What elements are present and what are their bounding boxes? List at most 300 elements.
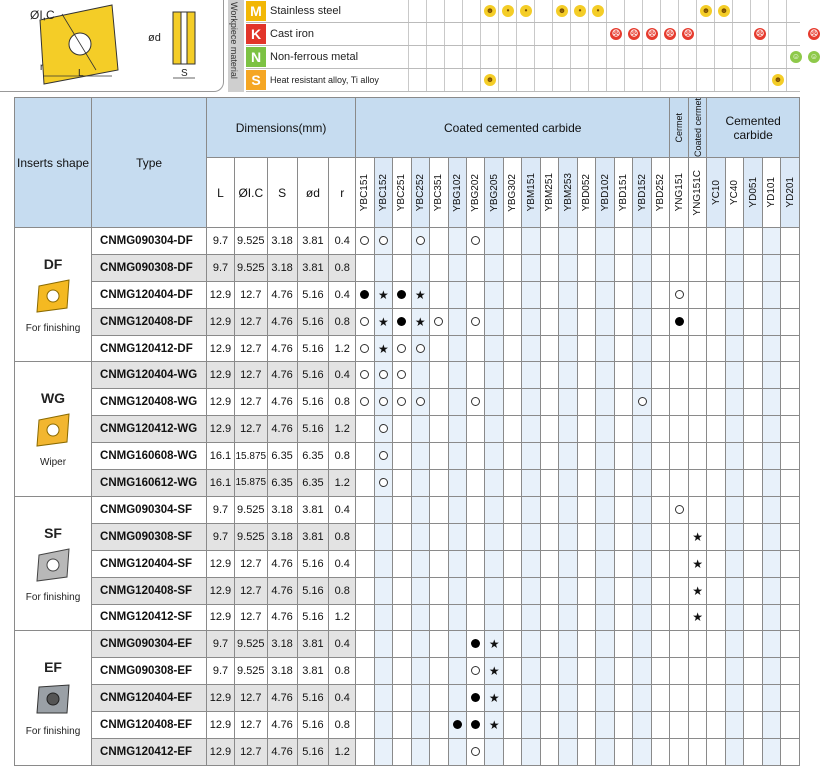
grade-mark-cell [485, 308, 503, 335]
grade-mark-cell [503, 281, 521, 308]
first-choice-star-icon: ★ [414, 314, 426, 329]
grade-mark-cell [374, 496, 392, 523]
dimension-ic: 15.875 [234, 443, 267, 470]
grade-mark-cell [688, 685, 706, 712]
grade-mark-cell [762, 577, 780, 604]
grade-mark-cell [762, 254, 780, 281]
grade-mark-cell [540, 738, 558, 765]
grade-mark-cell [614, 281, 632, 308]
grade-mark-cell [744, 577, 762, 604]
suitable-ring-icon [675, 505, 684, 514]
grade-mark-cell [467, 685, 485, 712]
grade-mark-cell [781, 738, 800, 765]
grade-mark-cell [633, 496, 651, 523]
grade-mark-cell [651, 470, 670, 497]
header-grade-ybm253: YBM253 [559, 158, 577, 228]
table-body [15, 228, 800, 766]
header-grade-ybd151: YBD151 [614, 158, 632, 228]
dimension-r: 0.8 [329, 389, 356, 416]
grade-mark-cell [614, 443, 632, 470]
grade-mark-cell [762, 389, 780, 416]
dimension-s: 3.18 [267, 631, 297, 658]
grade-mark-cell [356, 470, 374, 497]
grade-mark-cell [596, 228, 614, 255]
grade-mark-cell [356, 281, 374, 308]
insert-shape-name: SF [44, 524, 62, 541]
grade-mark-cell [614, 254, 632, 281]
dimension-ic: 9.525 [234, 228, 267, 255]
grade-mark-cell [596, 712, 614, 739]
grade-mark-cell [781, 308, 800, 335]
grade-mark-cell [374, 470, 392, 497]
grade-mark-cell [448, 362, 466, 389]
dimension-ic: 12.7 [234, 577, 267, 604]
wg-insert-icon [31, 410, 75, 450]
grade-mark-cell [430, 631, 448, 658]
grade-mark-cell [614, 416, 632, 443]
grade-mark-cell [614, 712, 632, 739]
grade-mark-cell [725, 738, 743, 765]
suitable-ring-icon [434, 317, 443, 326]
grade-mark-cell [503, 577, 521, 604]
table-row [15, 254, 800, 281]
grade-mark-cell [430, 308, 448, 335]
header-grade-yng151c: YNG151C [688, 158, 706, 228]
grade-mark-cell [374, 523, 392, 550]
grade-mark-cell [596, 550, 614, 577]
header-dim-col: ØI.C [234, 158, 267, 228]
grade-mark-cell [651, 389, 670, 416]
suitable-ring-icon [379, 424, 388, 433]
dimension-r: 0.8 [329, 308, 356, 335]
material-row-k [246, 23, 819, 46]
grade-mark-cell [522, 281, 540, 308]
grade-mark-cell [522, 550, 540, 577]
grade-mark-cell [781, 604, 800, 631]
suitable-ring-icon [471, 236, 480, 245]
grade-mark-cell [651, 604, 670, 631]
grade-mark-cell [559, 523, 577, 550]
grade-mark-cell [725, 228, 743, 255]
first-choice-star-icon: ★ [488, 718, 500, 732]
material-row-m [246, 0, 800, 23]
grade-mark-cell [393, 550, 411, 577]
dimension-ic: 12.7 [234, 738, 267, 765]
insert-shape-name: WG [40, 390, 66, 407]
grade-mark-cell [707, 631, 725, 658]
grade-mark-cell [430, 712, 448, 739]
grade-mark-cell [430, 658, 448, 685]
grade-mark-cell [577, 685, 595, 712]
dimension-d: 5.16 [297, 550, 329, 577]
table-row [15, 712, 800, 739]
dimension-s: 6.35 [267, 470, 297, 497]
grade-mark-cell [540, 228, 558, 255]
grade-mark-cell [467, 712, 485, 739]
ef-insert-icon [31, 679, 75, 719]
dimension-s: 4.76 [267, 362, 297, 389]
grade-mark-cell [430, 604, 448, 631]
grade-mark-cell [522, 254, 540, 281]
grade-mark-cell [744, 738, 762, 765]
grade-mark-cell [448, 416, 466, 443]
header-grade-ybg102: YBG102 [448, 158, 466, 228]
grade-mark-cell [540, 577, 558, 604]
dimension-ic: 12.7 [234, 335, 267, 362]
grade-mark-cell [356, 362, 374, 389]
grade-mark-cell [540, 416, 558, 443]
dimension-d: 5.16 [297, 577, 329, 604]
dimension-s: 3.18 [267, 523, 297, 550]
grade-mark-cell [577, 281, 595, 308]
table-row [15, 550, 800, 577]
header-coated-carbide: Coated cemented carbide [356, 98, 670, 158]
grade-mark-cell [688, 389, 706, 416]
grade-mark-cell [744, 281, 762, 308]
grade-mark-cell [596, 738, 614, 765]
insert-shape-subtitle: For finishing [25, 591, 81, 603]
material-row-s [246, 69, 800, 92]
grade-mark-cell [725, 631, 743, 658]
grade-mark-cell [393, 685, 411, 712]
dimension-ic: 12.7 [234, 550, 267, 577]
grade-mark-cell [393, 496, 411, 523]
grade-mark-cell [577, 254, 595, 281]
grade-mark-cell [781, 389, 800, 416]
grade-mark-cell [430, 416, 448, 443]
dimension-l: 12.9 [207, 712, 235, 739]
grade-mark-cell [540, 550, 558, 577]
grade-mark-cell [670, 416, 688, 443]
grade-mark-cell [762, 496, 780, 523]
grade-mark-cell [411, 362, 429, 389]
grade-mark-cell [374, 738, 392, 765]
grade-mark-cell [744, 443, 762, 470]
grade-mark-cell [651, 281, 670, 308]
header-grade-ybc252: YBC252 [411, 158, 429, 228]
grade-mark-cell [596, 443, 614, 470]
grade-mark-cell [762, 443, 780, 470]
dimension-r: 0.8 [329, 443, 356, 470]
grade-mark-cell [356, 738, 374, 765]
grade-mark-cell [744, 416, 762, 443]
grade-mark-cell [411, 523, 429, 550]
grade-mark-cell [744, 228, 762, 255]
grade-mark-cell [485, 496, 503, 523]
insert-type: CNMG090304-DF [92, 228, 207, 255]
header-dim-col: S [267, 158, 297, 228]
grade-mark-cell [744, 254, 762, 281]
insert-type: CNMG120408-SF [92, 577, 207, 604]
grade-mark-cell [356, 389, 374, 416]
insert-shape-icon [31, 577, 75, 588]
grade-mark-cell [430, 577, 448, 604]
rating-face-icon: ☹ [755, 29, 765, 38]
grade-mark-cell [744, 685, 762, 712]
recommended-dot-icon [360, 290, 369, 299]
grade-mark-cell [393, 604, 411, 631]
grade-mark-cell [485, 362, 503, 389]
grade-mark-cell [744, 496, 762, 523]
dimension-ic: 9.525 [234, 254, 267, 281]
grade-mark-cell [633, 362, 651, 389]
label-r: r [40, 62, 44, 73]
grade-mark-cell [430, 281, 448, 308]
grade-mark-cell [725, 335, 743, 362]
grade-mark-cell [522, 470, 540, 497]
grade-mark-cell [448, 443, 466, 470]
rating-face-icon: ☹ [611, 29, 621, 38]
grade-mark-cell [744, 335, 762, 362]
grade-mark-cell [467, 281, 485, 308]
grade-mark-cell [374, 254, 392, 281]
grade-mark-cell [670, 631, 688, 658]
df-insert-icon [31, 276, 75, 316]
grade-mark-cell [688, 712, 706, 739]
insert-type: CNMG090308-DF [92, 254, 207, 281]
grade-mark-cell [688, 335, 706, 362]
grade-mark-cell [596, 604, 614, 631]
grade-mark-cell [577, 550, 595, 577]
grade-mark-cell [503, 470, 521, 497]
grade-mark-cell [744, 631, 762, 658]
grade-mark-cell [374, 416, 392, 443]
dimension-d: 5.16 [297, 685, 329, 712]
dimension-r: 0.4 [329, 631, 356, 658]
insert-type: CNMG120404-EF [92, 685, 207, 712]
grade-mark-cell [614, 738, 632, 765]
header-grade-ybd152: YBD152 [633, 158, 651, 228]
grade-mark-cell [762, 308, 780, 335]
grade-mark-cell [744, 308, 762, 335]
grade-mark-cell [633, 254, 651, 281]
dimension-r: 0.4 [329, 362, 356, 389]
grade-mark-cell [596, 523, 614, 550]
grade-mark-cell [707, 604, 725, 631]
grade-mark-cell [633, 712, 651, 739]
grade-mark-cell [430, 550, 448, 577]
header-grade-yc40: YC40 [725, 158, 743, 228]
grade-mark-cell [707, 362, 725, 389]
grade-mark-cell [393, 470, 411, 497]
insert-shape-icon [31, 308, 75, 319]
grade-mark-cell [670, 712, 688, 739]
grade-mark-cell [725, 470, 743, 497]
dimension-ic: 12.7 [234, 712, 267, 739]
grade-mark-cell [430, 362, 448, 389]
workpiece-material-label: Workpiece material [228, 0, 244, 92]
grade-mark-cell [651, 254, 670, 281]
grade-mark-cell [707, 389, 725, 416]
dimension-s: 4.76 [267, 389, 297, 416]
grade-mark-cell [559, 496, 577, 523]
dimension-ic: 15.875 [234, 470, 267, 497]
grade-mark-cell [393, 389, 411, 416]
grade-mark-cell [503, 362, 521, 389]
grade-mark-cell [411, 254, 429, 281]
grade-mark-cell [485, 523, 503, 550]
dimension-d: 3.81 [297, 254, 329, 281]
grade-mark-cell [670, 443, 688, 470]
grade-mark-cell [356, 443, 374, 470]
material-code-badge: N [246, 47, 266, 67]
grade-mark-cell [393, 631, 411, 658]
grade-mark-cell [651, 496, 670, 523]
suitable-ring-icon [675, 290, 684, 299]
grade-mark-cell [577, 228, 595, 255]
grade-mark-cell [670, 604, 688, 631]
table-row [15, 362, 800, 389]
grade-mark-cell [670, 308, 688, 335]
grade-mark-cell [725, 523, 743, 550]
dimension-d: 5.16 [297, 362, 329, 389]
grade-mark-cell [448, 523, 466, 550]
grade-mark-cell [688, 631, 706, 658]
grade-mark-cell [596, 416, 614, 443]
grade-mark-cell [485, 254, 503, 281]
header-dim-col: L [207, 158, 235, 228]
grade-mark-cell [485, 470, 503, 497]
table-row [15, 738, 800, 765]
recommended-dot-icon [397, 317, 406, 326]
grade-mark-cell [522, 631, 540, 658]
grade-mark-cell [596, 389, 614, 416]
first-choice-star-icon: ★ [377, 341, 389, 356]
grade-mark-cell [374, 658, 392, 685]
recommended-dot-icon [675, 317, 684, 326]
grade-mark-cell [725, 577, 743, 604]
label-ic: ØI,C [30, 8, 55, 22]
dimension-s: 4.76 [267, 550, 297, 577]
grade-mark-cell [430, 685, 448, 712]
grade-mark-cell [725, 416, 743, 443]
grade-mark-cell [596, 308, 614, 335]
grade-mark-cell [781, 443, 800, 470]
rating-face-icon: ☹ [665, 29, 675, 38]
grade-mark-cell [522, 308, 540, 335]
grade-mark-cell [651, 577, 670, 604]
grade-mark-cell [762, 658, 780, 685]
dimension-s: 3.18 [267, 228, 297, 255]
grade-mark-cell [540, 604, 558, 631]
grade-mark-cell [411, 443, 429, 470]
grade-mark-cell [374, 335, 392, 362]
grade-mark-cell [430, 389, 448, 416]
header-grade-ybd052: YBD052 [577, 158, 595, 228]
grade-mark-cell [596, 685, 614, 712]
grade-mark-cell [688, 254, 706, 281]
grade-mark-cell [374, 712, 392, 739]
material-rating-cells [391, 0, 800, 22]
grade-mark-cell [744, 389, 762, 416]
dimension-l: 9.7 [207, 496, 235, 523]
grade-mark-cell [651, 738, 670, 765]
suitable-ring-icon [397, 397, 406, 406]
grade-mark-cell [559, 308, 577, 335]
dimension-r: 1.2 [329, 470, 356, 497]
grade-mark-cell [707, 577, 725, 604]
grade-mark-cell [393, 577, 411, 604]
suitable-ring-icon [360, 370, 369, 379]
grade-mark-cell [485, 443, 503, 470]
grade-mark-cell [430, 228, 448, 255]
grade-mark-cell [614, 604, 632, 631]
grade-mark-cell [356, 523, 374, 550]
dimension-s: 3.18 [267, 254, 297, 281]
grade-mark-cell [485, 577, 503, 604]
grade-mark-cell [374, 389, 392, 416]
insert-shape-subtitle: For finishing [25, 726, 81, 738]
grade-mark-cell [744, 470, 762, 497]
grade-mark-cell [781, 254, 800, 281]
rating-face-icon: ☹ [647, 29, 657, 38]
grade-mark-cell [762, 362, 780, 389]
grade-mark-cell [393, 281, 411, 308]
grade-mark-cell [762, 470, 780, 497]
grade-mark-cell [633, 470, 651, 497]
grade-mark-cell [633, 523, 651, 550]
grade-mark-cell [411, 389, 429, 416]
suitable-ring-icon [379, 370, 388, 379]
suitable-ring-icon [416, 397, 425, 406]
grade-mark-cell [707, 416, 725, 443]
rating-face-icon: ☻ [701, 6, 711, 15]
grade-mark-cell [522, 577, 540, 604]
insert-type: CNMG120408-WG [92, 389, 207, 416]
grade-mark-cell [707, 550, 725, 577]
insert-type: CNMG160608-WG [92, 443, 207, 470]
dimension-l: 12.9 [207, 362, 235, 389]
grade-mark-cell [577, 604, 595, 631]
first-choice-star-icon: ★ [488, 637, 500, 652]
grade-mark-cell [485, 738, 503, 765]
insert-shape-cell-sf [15, 496, 92, 630]
grade-mark-cell [522, 496, 540, 523]
grade-mark-cell [448, 228, 466, 255]
grade-mark-cell [522, 416, 540, 443]
grade-mark-cell [707, 281, 725, 308]
grade-mark-cell [725, 685, 743, 712]
grade-mark-cell [633, 738, 651, 765]
grade-mark-cell [540, 281, 558, 308]
grade-mark-cell [393, 228, 411, 255]
rating-face-icon: • [592, 5, 604, 17]
grade-mark-cell [762, 523, 780, 550]
grade-mark-cell [503, 550, 521, 577]
grade-mark-cell [688, 496, 706, 523]
first-choice-star-icon: ★ [414, 287, 426, 302]
grade-mark-cell [781, 523, 800, 550]
grade-mark-cell [356, 658, 374, 685]
grade-mark-cell [393, 335, 411, 362]
grade-mark-cell [725, 281, 743, 308]
table-row [15, 631, 800, 658]
dimension-s: 3.18 [267, 658, 297, 685]
grade-mark-cell [688, 550, 706, 577]
grade-mark-cell [651, 685, 670, 712]
grade-mark-cell [781, 712, 800, 739]
insert-shape-icon [31, 711, 75, 722]
grade-mark-cell [430, 738, 448, 765]
grade-mark-cell [503, 496, 521, 523]
dimension-ic: 12.7 [234, 362, 267, 389]
table-row [15, 416, 800, 443]
insert-shape-name: EF [44, 659, 62, 676]
dimension-r: 1.2 [329, 335, 356, 362]
grade-mark-cell [374, 685, 392, 712]
grade-mark-cell [614, 631, 632, 658]
grade-mark-cell [540, 254, 558, 281]
